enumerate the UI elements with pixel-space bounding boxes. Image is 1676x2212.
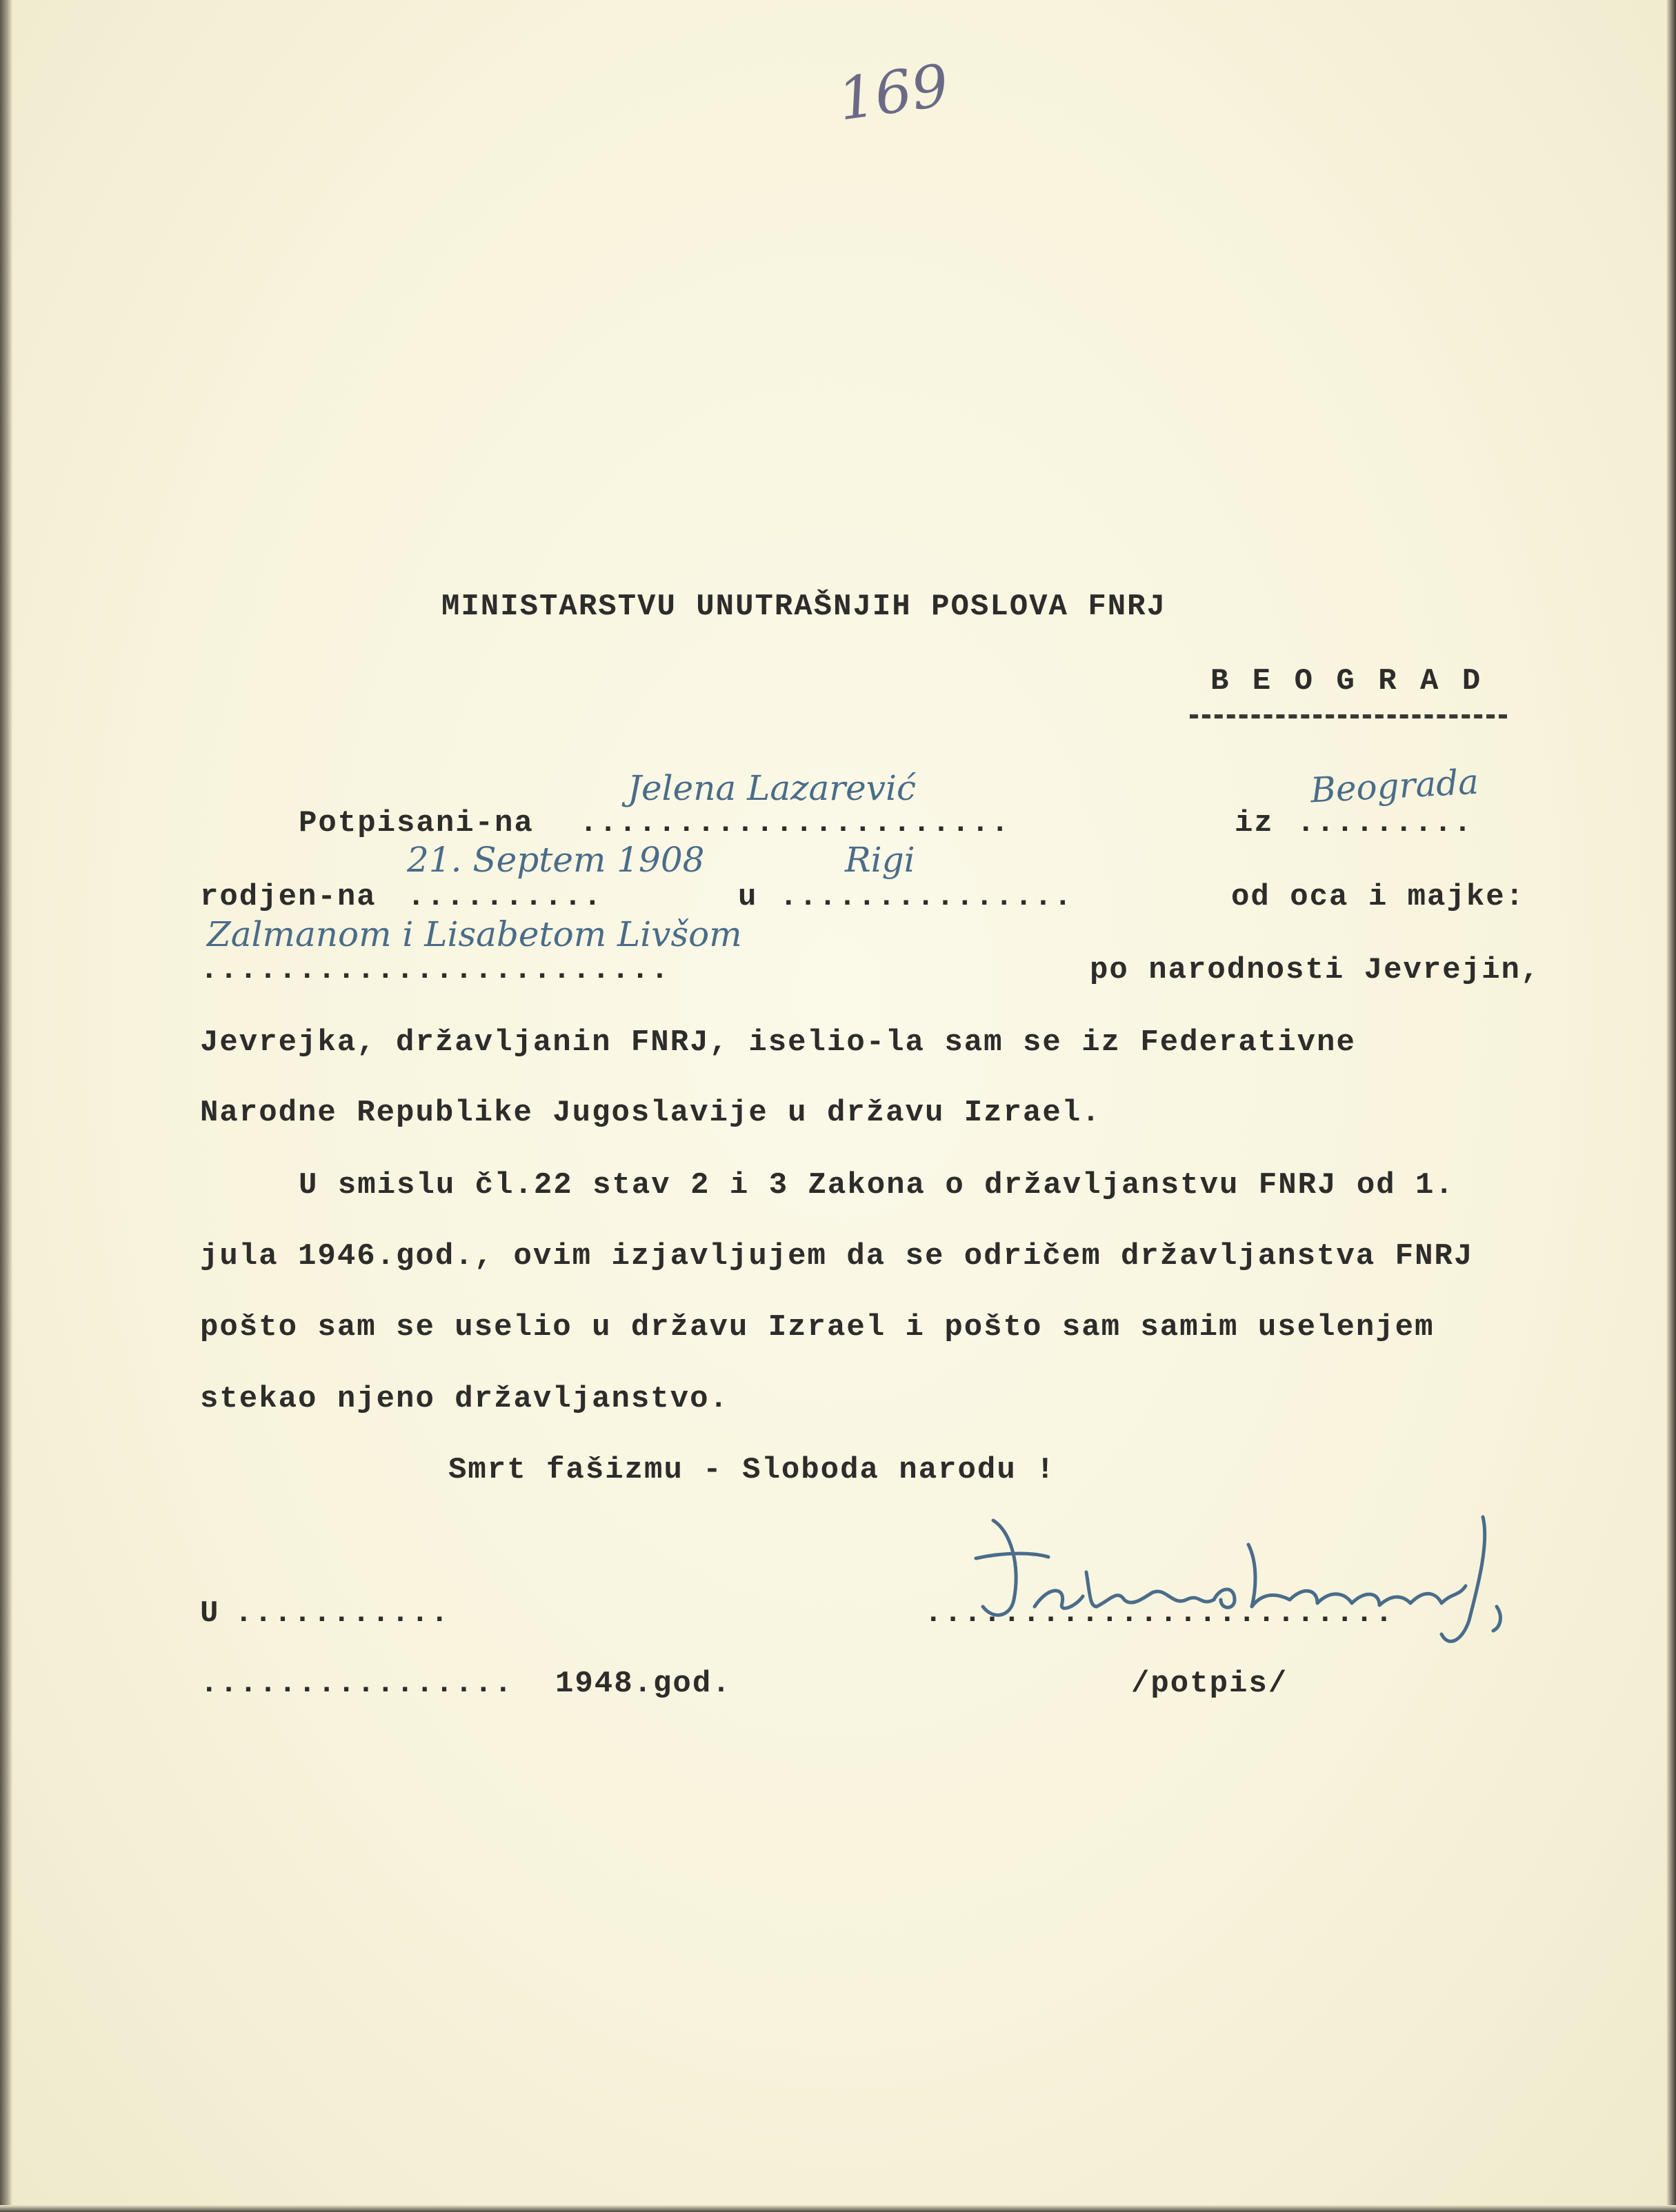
year-text: 1948.god. (555, 1667, 732, 1701)
place-label: U (200, 1596, 220, 1631)
scan-edge-left (0, 0, 12, 2212)
from-dots: ......... (1297, 806, 1473, 841)
handwritten-birth-date: 21. Septem 1908 (407, 840, 705, 880)
signer-dots: ...................... (579, 806, 1010, 841)
signature-dots: ........................ (924, 1596, 1395, 1631)
body-line-4: stekao njeno državljanstvo. (200, 1382, 729, 1416)
from-label: iz (1235, 806, 1274, 841)
handwritten-parents: Zalmanom i Lisabetom Livšom (207, 914, 742, 954)
parents-label: od oca i majke: (1231, 880, 1526, 914)
body-line-1: U smislu čl.22 stav 2 i 3 Zakona o državljanstvu FNRJ od 1. (299, 1168, 1455, 1203)
citizenship-line: Jevrejka, državljanin FNRJ, iselio-la sam se iz Federativne (200, 1025, 1356, 1060)
republic-line: Narodne Republike Jugoslavije u državu Izrael. (200, 1096, 1101, 1130)
slogan: Smrt fašizmu - Sloboda narodu ! (448, 1453, 1056, 1487)
body-line-3: pošto sam se uselio u državu Izrael i pošto sam samim uselenjem (200, 1310, 1435, 1345)
nationality-text: po narodnosti Jevrejin, (1090, 953, 1541, 987)
signature-image (945, 1503, 1566, 1662)
date-dots: ................ (200, 1667, 514, 1701)
born-in-label: u (738, 880, 758, 914)
city-underline (1190, 714, 1507, 718)
page-number: 169 (833, 51, 953, 134)
place-dots: ........... (235, 1596, 450, 1631)
handwritten-from-city: Beograda (1309, 761, 1480, 811)
birthplace-dots: ............... (779, 880, 1074, 914)
handwritten-name: Jelena Lazarević (628, 768, 917, 808)
city-heading: B E O G R A D (1210, 664, 1484, 698)
ministry-heading: MINISTARSTVU UNUTRAŠNJIH POSLOVA FNRJ (441, 590, 1166, 624)
born-label: rodjen-na (200, 880, 377, 914)
parents-dots: ........................ (200, 953, 670, 987)
handwritten-birth-place: Rigi (845, 840, 915, 880)
body-line-2: jula 1946.god., ovim izjavljujem da se odričem državljanstva FNRJ (200, 1239, 1474, 1274)
signature-label: /potpis/ (1131, 1667, 1288, 1701)
scan-edge-bottom (0, 2205, 1676, 2212)
signer-label: Potpisani-na (299, 806, 534, 841)
scan-edge-right (1666, 0, 1676, 2212)
born-dots: .......... (407, 880, 603, 914)
